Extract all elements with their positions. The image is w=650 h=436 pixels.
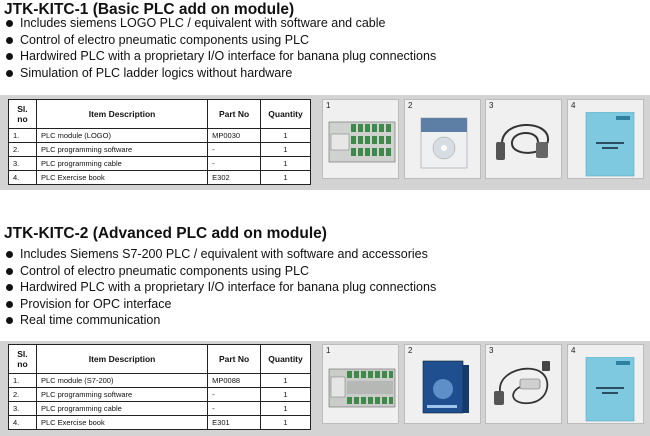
bullet-dot-icon: [6, 20, 13, 27]
bullet-dot-icon: [6, 301, 13, 308]
software-box-icon: [409, 357, 478, 417]
bullet-dot-icon: [6, 284, 13, 291]
table-row: 3. PLC programming cable - 1: [9, 402, 311, 416]
bullet-item: Real time communication: [6, 312, 436, 329]
table-row: 4. PLC Exercise book E302 1: [9, 171, 311, 185]
image-programming-cable: 3: [485, 344, 562, 424]
table-header-row: [9, 345, 311, 374]
image-exercise-book: 4: [567, 99, 644, 179]
image-software-box: 2: [404, 344, 481, 424]
table-row: 2. PLC programming software - 1: [9, 388, 311, 402]
table-row: 3. PLC programming cable - 1: [9, 157, 311, 171]
bullet-dot-icon: [6, 70, 13, 77]
section-2-title: JTK-KITC-2 (Advanced PLC add on module): [4, 225, 327, 242]
bullet-dot-icon: [6, 268, 13, 275]
bullet-item: Hardwired PLC with a proprietary I/O interface for banana plug connections: [6, 279, 436, 296]
bullet-item: Includes siemens LOGO PLC / equivalent with software and cable: [6, 15, 436, 32]
plc-module-icon: [327, 112, 396, 172]
image-plc-module: 1: [322, 344, 399, 424]
bullet-item: Control of electro pneumatic components using PLC: [6, 263, 436, 280]
bullet-item: Includes Siemens S7-200 PLC / equivalent with software and accessories: [6, 246, 436, 263]
exercise-book-icon: [572, 357, 641, 423]
bullet-item: Simulation of PLC ladder logics without hardware: [6, 65, 436, 82]
section-2-parts-table: [8, 344, 311, 430]
image-exercise-book: 4: [567, 344, 644, 424]
bullet-dot-icon: [6, 317, 13, 324]
bullet-dot-icon: [6, 37, 13, 44]
image-software-box: 2: [404, 99, 481, 179]
table-row: 1. PLC module (S7-200) MP0088 1: [9, 374, 311, 388]
bullet-item: Hardwired PLC with a proprietary I/O interface for banana plug connections: [6, 48, 436, 65]
section-1-bullets: [6, 15, 436, 81]
cable-icon: [490, 357, 559, 417]
col-header-quantity: Quantity: [261, 100, 311, 129]
bullet-dot-icon: [6, 251, 13, 258]
col-header-part-no: Part No: [208, 100, 261, 129]
section-1-title: JTK-KITC-1 (Basic PLC add on module): [4, 1, 295, 18]
col-header-part-no: Part No: [208, 345, 261, 374]
col-header-sl: Sl. no: [9, 100, 37, 129]
col-header-description: Item Description: [36, 345, 207, 374]
bullet-item: Provision for OPC interface: [6, 296, 436, 313]
image-programming-cable: 3: [485, 99, 562, 179]
bullet-item: Control of electro pneumatic components using PLC: [6, 32, 436, 49]
cable-icon: [490, 112, 559, 172]
bullet-dot-icon: [6, 53, 13, 60]
section-2-bullets: [6, 246, 436, 329]
exercise-book-icon: [572, 112, 641, 178]
table-row: 2. PLC programming software - 1: [9, 143, 311, 157]
section-1-parts-table: [8, 99, 311, 185]
plc-module-icon: [327, 357, 396, 417]
col-header-sl: Sl. no: [9, 345, 37, 374]
col-header-quantity: Quantity: [261, 345, 311, 374]
table-header-row: [9, 100, 311, 129]
col-header-description: Item Description: [36, 100, 207, 129]
software-box-icon: [409, 112, 478, 172]
table-row: 1. PLC module (LOGO) MP0030 1: [9, 129, 311, 143]
table-row: 4. PLC Exercise book E301 1: [9, 416, 311, 430]
image-plc-module: 1: [322, 99, 399, 179]
